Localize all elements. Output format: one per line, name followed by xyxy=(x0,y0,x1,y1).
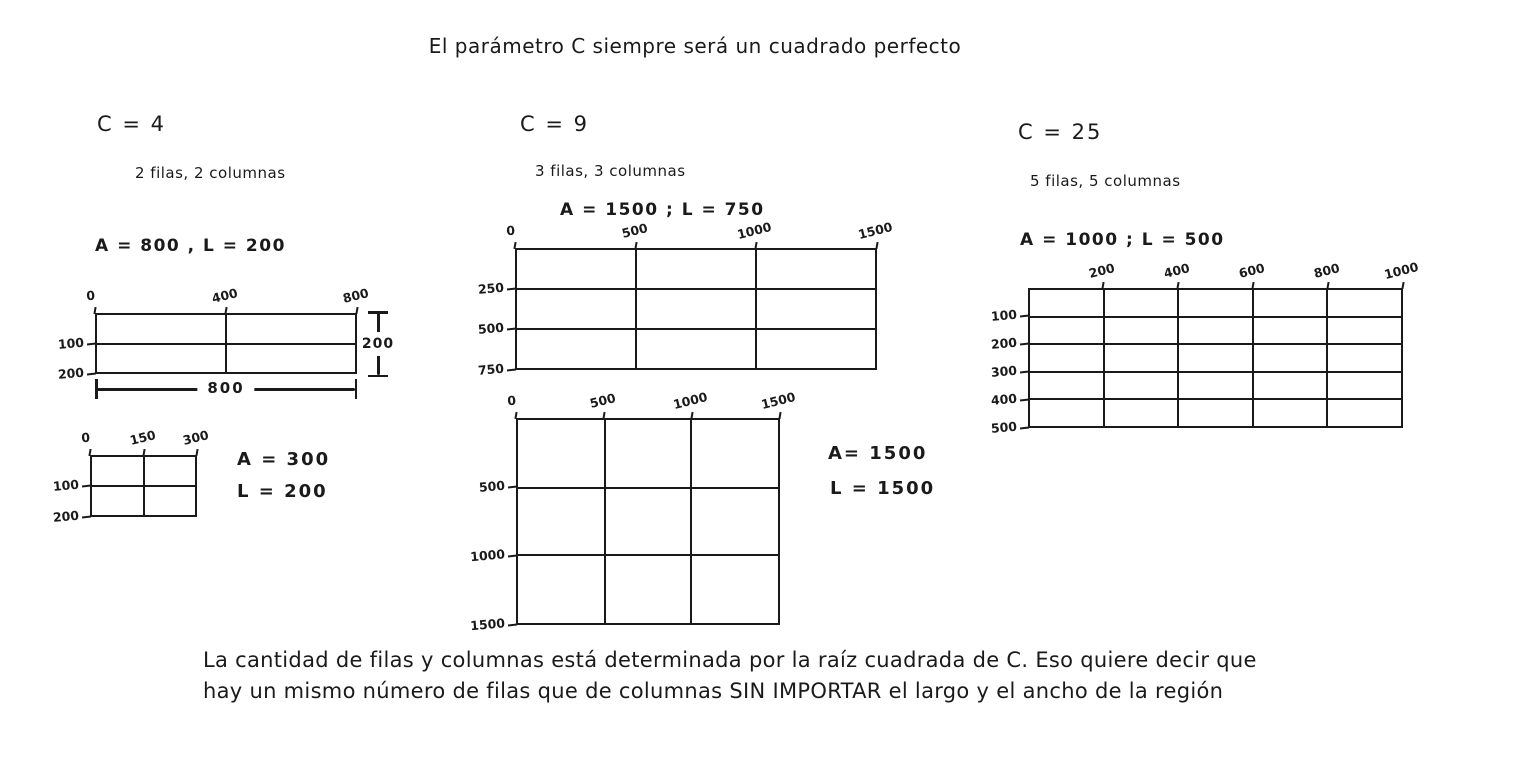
x-axis-label: 800 xyxy=(341,285,371,306)
grid-c25 xyxy=(990,259,1420,436)
grid-box xyxy=(95,313,357,374)
page-title: El parámetro C siempre será un cuadrado perfecto xyxy=(428,34,962,58)
x-axis-label: 800 xyxy=(1312,260,1342,281)
y-axis-label: 1500 xyxy=(469,615,506,634)
x-axis-label: 1500 xyxy=(759,389,797,412)
grid-vertical-line xyxy=(1103,290,1105,426)
x-axis-label: 400 xyxy=(210,285,240,306)
y-axis-label: 100 xyxy=(52,476,80,494)
y-axis-tick xyxy=(507,369,516,372)
x-axis-tick xyxy=(1401,282,1404,289)
y-axis-label: 500 xyxy=(478,477,506,495)
y-axis-label: 500 xyxy=(990,418,1018,436)
y-axis-label: 750 xyxy=(477,360,505,378)
grid-horizontal-line xyxy=(97,343,355,345)
grid-horizontal-line xyxy=(518,554,778,556)
width-dimension-label: 800 xyxy=(197,379,254,397)
x-axis-label: 1000 xyxy=(735,219,774,242)
y-axis-label: 200 xyxy=(52,507,80,525)
section-c4-subheading: 2 filas, 2 columnas xyxy=(135,164,286,182)
y-axis-tick xyxy=(1020,427,1029,430)
grid-horizontal-line xyxy=(517,328,875,330)
x-axis-label: 500 xyxy=(588,390,618,411)
x-axis-label: 0 xyxy=(85,287,96,304)
grid-vertical-line xyxy=(1326,290,1328,426)
section-c9-params: A = 1500 ; L = 750 xyxy=(560,200,765,220)
dimension-cap xyxy=(95,379,98,399)
y-axis-tick xyxy=(508,624,517,627)
section-c25-heading: C = 25 xyxy=(1018,120,1103,144)
grid-vertical-line xyxy=(755,250,757,368)
height-dimension-label: 200 xyxy=(361,332,395,356)
grid-box xyxy=(90,455,197,517)
grid-horizontal-line xyxy=(517,288,875,290)
x-axis-label: 300 xyxy=(181,427,211,448)
y-axis-tick xyxy=(87,373,96,376)
x-axis-label: 1000 xyxy=(1382,259,1420,282)
grid-horizontal-line xyxy=(1030,398,1401,400)
dimension-cap xyxy=(368,311,388,314)
width-dimension-bracket xyxy=(95,378,357,400)
y-axis-label: 500 xyxy=(477,319,505,338)
section-c9-subheading: 3 filas, 3 columnas xyxy=(535,162,686,180)
grid-box xyxy=(516,418,780,625)
y-axis-label: 250 xyxy=(477,279,505,297)
x-axis-tick xyxy=(875,242,878,249)
grid-horizontal-line xyxy=(1030,371,1401,373)
grid-c4-small-length-annotation: L = 200 xyxy=(237,481,328,502)
footer-note-line2: hay un mismo número de filas que de columnas SIN IMPORTAR el largo y el ancho de la región xyxy=(203,679,1224,703)
section-c9-heading: C = 9 xyxy=(520,112,589,136)
section-c25-subheading: 5 filas, 5 columnas xyxy=(1030,172,1181,190)
grid-vertical-line xyxy=(1252,290,1254,426)
grid-c9-square-length-annotation: L = 1500 xyxy=(830,478,936,499)
x-axis-tick xyxy=(355,307,358,314)
x-axis-label: 1500 xyxy=(856,219,894,242)
grid-c4-small xyxy=(52,427,211,525)
grid-c9-square-area-annotation: A= 1500 xyxy=(828,443,928,464)
footer-note xyxy=(203,645,1303,707)
dimension-cap xyxy=(368,375,388,378)
dimension-cap xyxy=(355,379,358,399)
x-axis-label: 500 xyxy=(619,220,649,241)
y-axis-label: 1000 xyxy=(469,546,506,565)
section-c25-params: A = 1000 ; L = 500 xyxy=(1020,230,1225,250)
y-axis-label: 400 xyxy=(990,390,1018,408)
x-axis-label: 150 xyxy=(127,427,157,448)
y-axis-label: 200 xyxy=(990,334,1018,352)
footer-note-line1: La cantidad de filas y columnas está determinada por la raíz cuadrada de C. Eso quiere decir que xyxy=(203,648,1257,672)
grid-vertical-line xyxy=(604,420,606,623)
x-axis-label: 1000 xyxy=(671,389,709,412)
grid-c9-square xyxy=(469,389,797,634)
y-axis-tick xyxy=(82,516,91,519)
grid-horizontal-line xyxy=(518,487,778,489)
section-c4-heading: C = 4 xyxy=(97,112,166,136)
grid-vertical-line xyxy=(635,250,637,368)
y-axis-label: 100 xyxy=(990,306,1018,324)
grid-horizontal-line xyxy=(92,485,195,487)
grid-c9-wide xyxy=(477,219,894,378)
x-axis-label: 200 xyxy=(1087,260,1117,281)
grid-vertical-line xyxy=(1177,290,1179,426)
grid-horizontal-line xyxy=(1030,316,1401,318)
grid-c4-dimensioned xyxy=(57,285,371,382)
section-c4-params: A = 800 , L = 200 xyxy=(95,236,286,256)
y-axis-label: 300 xyxy=(990,362,1018,380)
grid-box xyxy=(1028,288,1403,428)
x-axis-label: 0 xyxy=(506,392,517,409)
x-axis-label: 600 xyxy=(1237,260,1267,281)
x-axis-tick xyxy=(778,412,781,419)
x-axis-label: 0 xyxy=(80,429,91,446)
height-dimension-bracket xyxy=(361,311,395,377)
grid-vertical-line xyxy=(690,420,692,623)
grid-horizontal-line xyxy=(1030,343,1401,345)
grid-c4-small-area-annotation: A = 300 xyxy=(237,449,331,470)
y-axis-label: 200 xyxy=(57,364,85,382)
x-axis-tick xyxy=(195,449,198,456)
y-axis-tick xyxy=(87,342,96,345)
x-axis-label: 0 xyxy=(505,222,516,239)
grid-box xyxy=(515,248,877,370)
x-axis-label: 400 xyxy=(1162,260,1192,281)
y-axis-label: 100 xyxy=(57,334,85,352)
